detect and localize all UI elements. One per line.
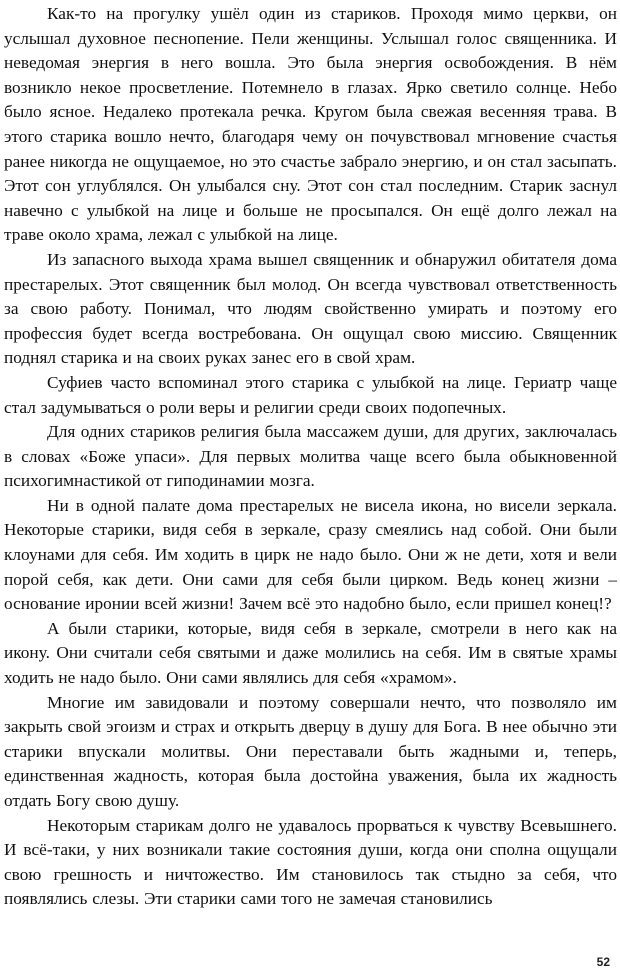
paragraph: Как-то на прогулку ушёл один из стариков. Проходя мимо церкви, он услышал духовное песнопение. Пели женщины. Услышал голос священника. И неведомая энергия в него вошла. Это была энергия освобождения. В нём возникло некое просветление. Потемнело в глазах. Ярко светило солнце. Небо было ясное. Недалеко протекала речка. Кругом была свежая весенняя трава. В этого старика вошло нечто, благодаря чему он почувствовал мгновение счастья ранее никогда не ощущаемое, но это счастье забрало энергию, и он стал засыпать. Этот сон углублялся. Он улыбался сну. Этот сон стал последним. Старик заснул навечно с улыбкой на лице и больше не просыпался. Он ещё долго лежал на траве около храма, лежал с улыбкой на лице. xyxy=(4,4,617,245)
paragraph: Многие им завидовали и поэтому совершали нечто, что позволяло им закрыть свой эгоизм и страх и открыть дверцу в душу для Бога. В нее обычно эти старики впускали молитвы. Они переставали быть жадными и, теперь, единственная жадность, которая была достойна уважения, была их жадность отдать Богу свою душу. xyxy=(4,692,617,810)
page-body xyxy=(4,2,617,912)
page-number: 52 xyxy=(596,955,610,969)
paragraph: А были старики, которые, видя себя в зеркале, смотрели в него как на икону. Они считали себя святыми и даже молились на себя. Им в святые храмы ходить не надо было. Они сами являлись для себя «храмом». xyxy=(4,618,617,688)
paragraph: Некоторым старикам долго не удавалось прорваться к чувству Всевышнего. И всё-таки, у них возникали такие состояния души, когда они сполна ощущали свою грешность и ничтожество. Им становилось так стыдно за себя, что появлялись слезы. Эти старики сами того не замечая становились xyxy=(4,815,617,909)
paragraph: Ни в одной палате дома престарелых не висела икона, но висели зеркала. Некоторые старики, видя себя в зеркале, сразу смеялись над собой. Они были клоунами для себя. Им ходить в цирк не надо было. Они ж не дети, хотя и вели порой себя, как дети. Они сами для себя были цирком. Ведь конец жизни – основание иронии всей жизни! Зачем всё это надобно было, если пришел конец!? xyxy=(4,495,617,614)
paragraph: Для одних стариков религия была массажем души, для других, заключалась в словах «Боже упаси». Для первых молитва чаще всего была обыкновенной психогимнастикой от гиподинамии мозга. xyxy=(4,422,617,491)
paragraph: Суфиев часто вспоминал этого старика с улыбкой на лице. Гериатр чаще стал задумываться о роли веры и религии среди своих подопечных. xyxy=(4,372,617,417)
paragraph: Из запасного выхода храма вышел священник и обнаружил обитателя дома престарелых. Этот священник был молод. Он всегда чувствовал ответственность за свою работу. Понимал, что людям свойственно умирать и поэтому его профессия будет всегда востребована. Он ощущал свою миссию. Священник поднял старика и на своих руках занес его в свой храм. xyxy=(4,249,617,368)
